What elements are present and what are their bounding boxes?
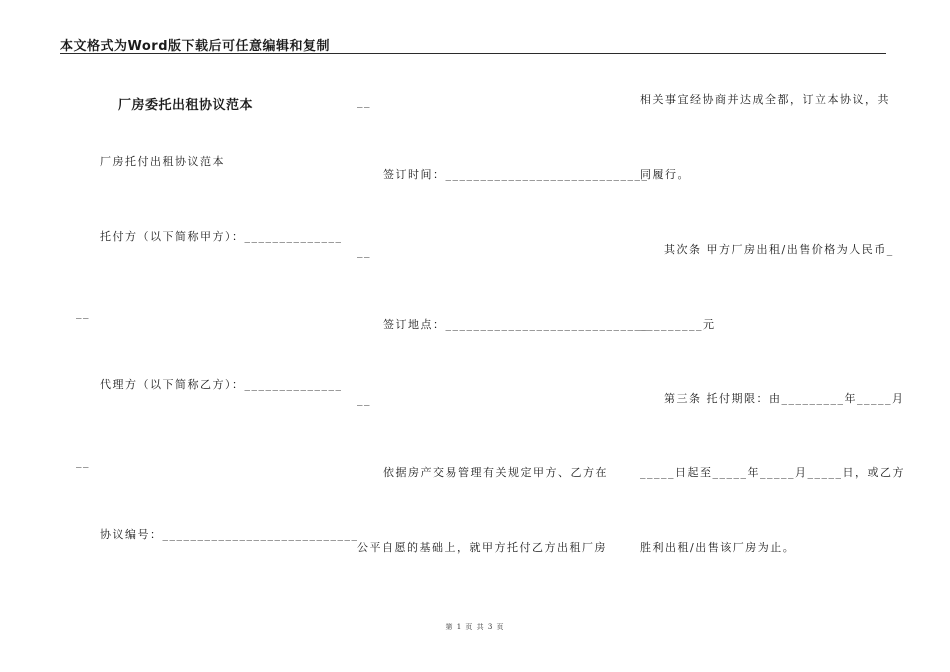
basis-paragraph-line: 依据房产交易管理有关规定甲方、乙方在 bbox=[383, 466, 608, 479]
body-text-line: 相关事宜经协商并达成全都，订立本协议，共 bbox=[640, 93, 890, 106]
price-clause-line: _________元 bbox=[640, 318, 716, 331]
agreement-number-line: 协议编号：____________________________ bbox=[100, 528, 359, 541]
party-b-line: 代理方（以下简称乙方）：______________ bbox=[100, 378, 343, 391]
blank-dash: __ bbox=[357, 393, 371, 406]
term-clause-line: 胜利出租/出售该厂房为止。 bbox=[640, 541, 796, 554]
page-header bbox=[60, 35, 886, 54]
blank-dash: __ bbox=[357, 95, 371, 108]
party-a-line: 托付方（以下简称甲方）：______________ bbox=[100, 230, 343, 243]
page-number: 第 1 页 共 3 页 bbox=[445, 623, 505, 631]
sign-time-line: 签订时间：_____________________________ bbox=[383, 168, 649, 181]
blank-dash: __ bbox=[76, 306, 90, 319]
blank-dash: __ bbox=[76, 455, 90, 468]
blank-dash: __ bbox=[357, 245, 371, 258]
term-clause-line: 第三条 托付期限：由_________年_____月 bbox=[664, 392, 905, 405]
body-text-line: 同履行。 bbox=[640, 168, 690, 181]
document-title: 厂房委托出租协议范本 bbox=[118, 98, 254, 113]
sign-place-line: 签订地点：_____________________________ bbox=[383, 318, 649, 331]
header-text: 本文格式为Word版下载后可任意编辑和复制 bbox=[60, 39, 331, 54]
document-subtitle: 厂房托付出租协议范本 bbox=[100, 155, 225, 168]
basis-paragraph-line: 公平自愿的基础上，就甲方托付乙方出租厂房 bbox=[357, 541, 607, 554]
price-clause-line: 其次条 甲方厂房出租/出售价格为人民币_ bbox=[664, 243, 894, 256]
term-clause-line: _____日起至_____年_____月_____日，或乙方 bbox=[640, 466, 905, 479]
